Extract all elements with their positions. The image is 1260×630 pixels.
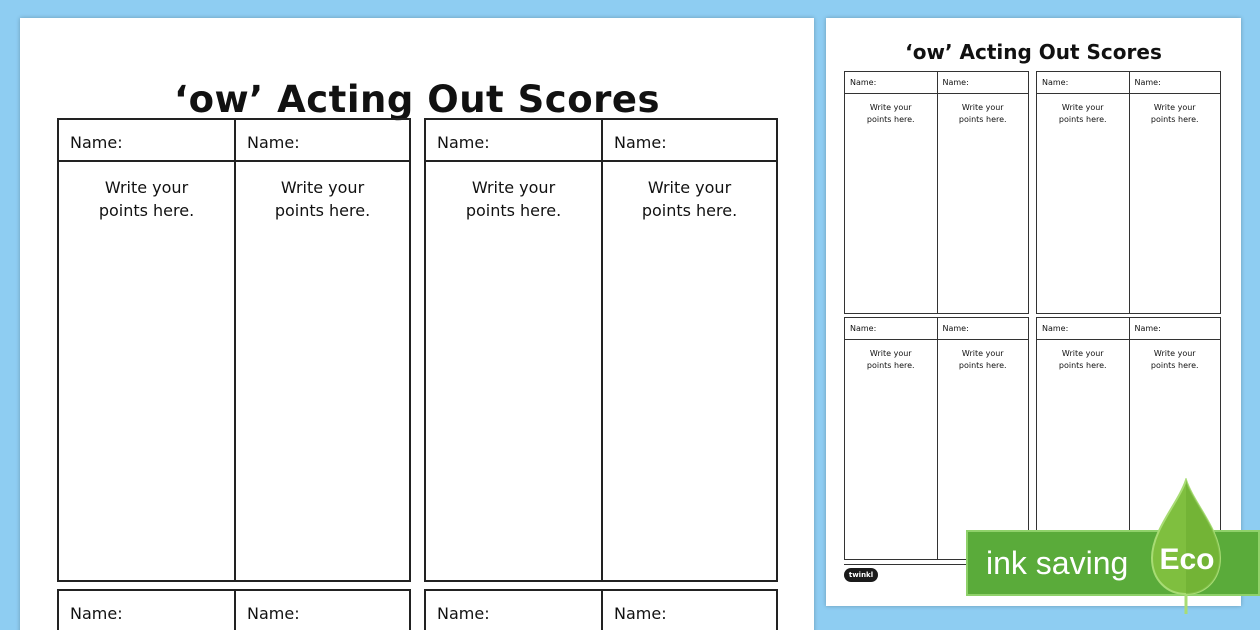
instruction-line: points here. [641,201,738,220]
name-label: Name: [1037,72,1129,94]
preview-score-table [844,71,1029,314]
name-label: Name: [603,120,776,162]
name-label: Name: [1130,72,1221,94]
preview-column [1037,318,1129,559]
score-column [426,591,601,630]
instruction-line: Write your [1153,349,1196,358]
instruction-line: points here. [958,361,1007,370]
preview-score-table [844,317,1029,560]
points-instruction [236,162,409,222]
points-instruction [426,162,601,222]
name-label: Name: [59,120,234,162]
points-instruction [1130,94,1221,126]
instruction-line: points here. [1150,361,1199,370]
name-label: Name: [603,591,776,630]
points-instruction [59,162,234,222]
score-column [234,591,409,630]
name-label: Name: [938,72,1029,94]
instruction-line: points here. [866,115,915,124]
preview-column [937,72,1029,313]
name-label: Name: [426,120,601,162]
name-label: Name: [845,318,937,340]
score-column [59,591,234,630]
score-column [59,120,234,580]
instruction-line: Write your [1061,103,1104,112]
points-instruction [1037,340,1129,372]
instruction-line: points here. [274,201,371,220]
score-table [424,118,778,582]
points-instruction [938,94,1029,126]
instruction-line: Write your [1153,103,1196,112]
preview-column [845,72,937,313]
instruction-line: Write your [104,178,189,197]
instruction-line: Write your [869,349,912,358]
preview-column [937,318,1029,559]
points-instruction [1130,340,1221,372]
instruction-line: points here. [866,361,915,370]
name-label: Name: [1130,318,1221,340]
worksheet-page-large [20,18,814,630]
preview-column [1129,72,1221,313]
ink-saving-text: ink saving [986,544,1129,581]
score-table [57,589,411,630]
name-label: Name: [236,120,409,162]
name-label: Name: [236,591,409,630]
eco-label: Eco [1159,543,1215,576]
points-instruction [1037,94,1129,126]
preview-title: ‘ow’ Acting Out Scores [905,40,1162,64]
points-instruction [845,94,937,126]
instruction-line: points here. [98,201,195,220]
points-instruction [845,340,937,372]
score-column [426,120,601,580]
name-label: Name: [845,72,937,94]
name-label: Name: [426,591,601,630]
instruction-line: Write your [961,103,1004,112]
instruction-line: Write your [471,178,556,197]
name-label: Name: [1037,318,1129,340]
preview-column [1037,72,1129,313]
preview-column [845,318,937,559]
instruction-line: Write your [869,103,912,112]
instruction-line: points here. [1058,115,1107,124]
instruction-line: points here. [958,115,1007,124]
points-instruction [603,162,776,222]
score-column [601,591,776,630]
name-label: Name: [59,591,234,630]
score-column [234,120,409,580]
score-column [601,120,776,580]
score-table [57,118,411,582]
page-title: ‘ow’ Acting Out Scores [174,78,660,121]
instruction-line: points here. [465,201,562,220]
score-table [424,589,778,630]
instruction-line: Write your [961,349,1004,358]
instruction-line: Write your [647,178,732,197]
instruction-line: Write your [1061,349,1104,358]
points-instruction [938,340,1029,372]
preview-score-table [1036,71,1221,314]
instruction-line: points here. [1150,115,1199,124]
name-label: Name: [938,318,1029,340]
twinkl-logo: twinkl [844,568,878,582]
instruction-line: Write your [280,178,365,197]
instruction-line: points here. [1058,361,1107,370]
